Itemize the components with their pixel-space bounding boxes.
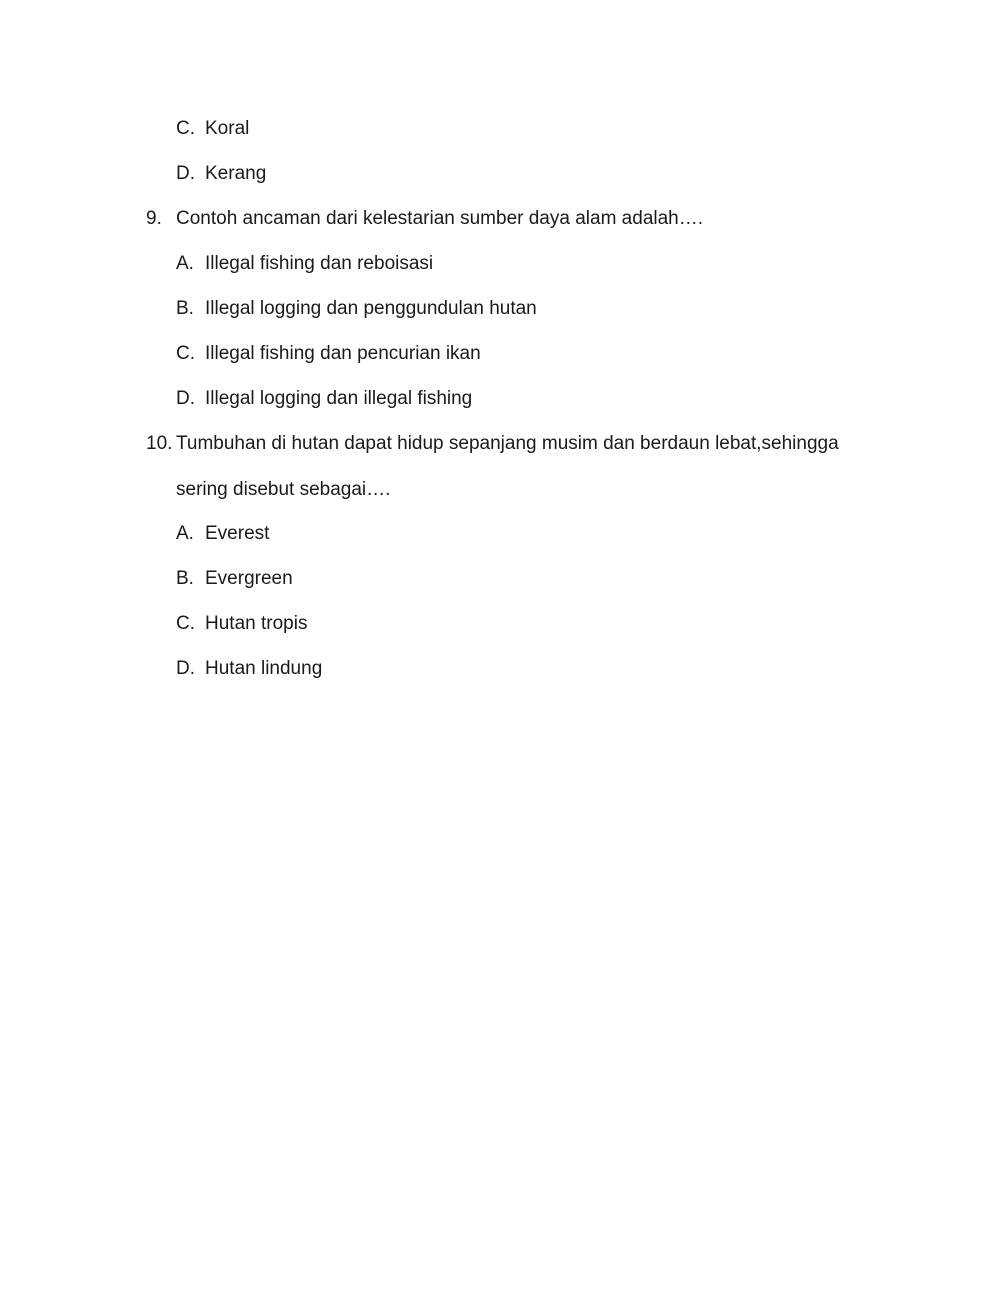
option-letter: A.	[176, 253, 194, 274]
option-letter: C.	[176, 118, 195, 139]
question-text-line1: Tumbuhan di hutan dapat hidup sepanjang musim dan berdaun lebat,sehingga	[176, 433, 839, 454]
option-letter: B.	[176, 568, 194, 589]
question-number: 10.	[146, 433, 173, 454]
question-text-line2: sering disebut sebagai….	[176, 479, 391, 500]
option-letter: D.	[176, 388, 195, 409]
option-letter: D.	[176, 658, 195, 679]
question-text: Contoh ancaman dari kelestarian sumber daya alam adalah….	[176, 208, 704, 229]
option-letter: B.	[176, 298, 194, 319]
option-text: Illegal fishing dan reboisasi	[205, 253, 434, 274]
option-letter: D.	[176, 163, 195, 184]
option-letter: C.	[176, 613, 195, 634]
option-text: Everest	[205, 523, 270, 544]
option-text: Illegal fishing dan pencurian ikan	[205, 343, 481, 364]
option-text: Illegal logging dan illegal fishing	[205, 388, 473, 409]
option-text: Illegal logging dan penggundulan hutan	[205, 298, 537, 319]
option-text: Koral	[205, 118, 250, 139]
option-text: Evergreen	[205, 568, 293, 589]
option-letter: C.	[176, 343, 195, 364]
question-number: 9.	[146, 208, 162, 229]
option-text: Kerang	[205, 163, 267, 184]
option-text: Hutan tropis	[205, 613, 308, 634]
option-text: Hutan lindung	[205, 658, 323, 679]
option-letter: A.	[176, 523, 194, 544]
